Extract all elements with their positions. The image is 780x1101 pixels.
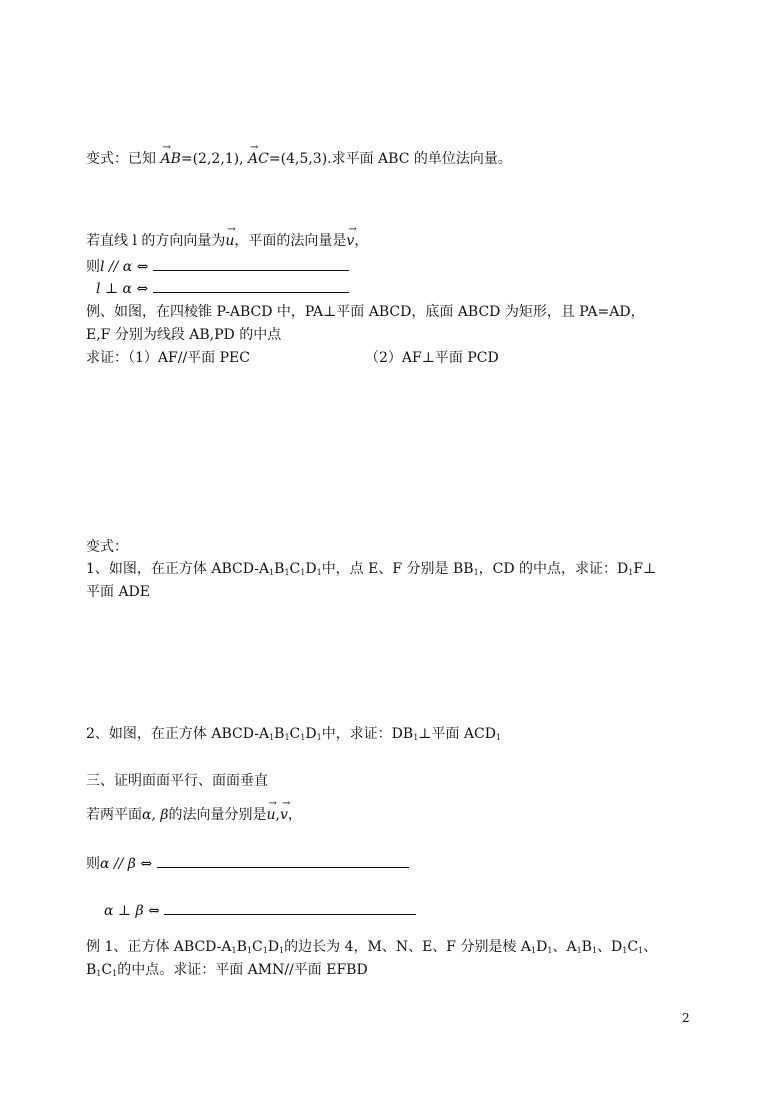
- vector-u: → u: [266, 806, 275, 824]
- q1-text-c: C: [289, 561, 301, 577]
- subscript: 1: [284, 568, 290, 577]
- variant-question: [86, 150, 512, 168]
- alpha-beta: α, β: [142, 807, 169, 823]
- intro-b: ，平面的法向量是: [234, 233, 347, 249]
- example1-line-2: [86, 961, 368, 983]
- vector-v: → v: [346, 232, 354, 250]
- ex1-l2c: 的中点。求证：平面 AMN//平面 EFBD: [117, 962, 368, 978]
- q2-text-a: 2、如图，在正方体 ABCD-A: [86, 726, 270, 742]
- ex1-b: B: [236, 939, 247, 955]
- par-prefix: 则: [86, 259, 100, 275]
- ex1-l2a: B: [86, 962, 97, 978]
- vector-v: → v: [280, 806, 288, 824]
- section3-intro: [86, 806, 302, 824]
- subscript: 1: [473, 568, 479, 577]
- example-proof-2: （2）AF⊥平面 PCD: [365, 350, 499, 366]
- vector-ac: → AC: [248, 150, 269, 168]
- perp-expr: l ⊥ α ⇔: [96, 281, 149, 297]
- vector-ac-value: =(4,5,3).求平面 ABC 的单位法向量。: [268, 151, 512, 167]
- answer-blank[interactable]: [153, 258, 349, 271]
- intro-a: 若直线 l 的方向向量为: [86, 233, 226, 249]
- subscript: 1: [413, 733, 419, 742]
- variant2-question-1-line2: 平面 ADE: [86, 584, 151, 600]
- subscript: 1: [622, 946, 628, 955]
- vector-u: → u: [225, 232, 234, 250]
- example-proof-1: 求证：（1）AF//平面 PEC: [86, 350, 250, 366]
- q2-text-c: C: [289, 726, 301, 742]
- subscript: 1: [269, 568, 275, 577]
- subscript: 1: [576, 946, 582, 955]
- subscript: 1: [262, 946, 268, 955]
- subscript: 1: [300, 733, 306, 742]
- ex1-d: D: [267, 939, 280, 955]
- variant2-question-2: [86, 725, 501, 747]
- par-prefix: 则: [86, 856, 100, 872]
- par-expr: l // α ⇔: [100, 259, 149, 275]
- perp-expr: α ⊥ β ⇔: [104, 903, 160, 919]
- q1-text-f: ，CD 的中点，求证：D: [478, 561, 629, 577]
- q1-text-d: D: [305, 561, 317, 577]
- ex1-f: D: [536, 939, 548, 955]
- ex1-j: C: [627, 939, 639, 955]
- variant2-title: 变式：: [86, 539, 128, 555]
- subscript: 1: [96, 969, 102, 978]
- s3-intro-a: 若两平面: [86, 807, 142, 823]
- ex1-l2b: C: [101, 962, 113, 978]
- ex1-c: C: [252, 939, 263, 955]
- ex1-h: B: [581, 939, 592, 955]
- subscript: 1: [547, 946, 553, 955]
- q2-text-f: ⊥平面 ACD: [418, 726, 496, 742]
- section3-title: 三、证明面面平行、面面垂直: [86, 773, 268, 789]
- variant-prefix: 变式：已知: [86, 151, 156, 167]
- q2-text-e: 中，求证：DB: [321, 726, 414, 742]
- subscript: 1: [495, 733, 502, 742]
- example-line-1: 例、如图，在四棱锥 P-ABCD 中，PA⊥平面 ABCD，底面 ABCD 为矩形，且 PA=AD，: [86, 304, 645, 320]
- variant2-question-1: [86, 560, 656, 582]
- line-perp-condition: [96, 280, 349, 298]
- line-parallel-condition: [86, 258, 349, 276]
- subscript: 1: [531, 946, 537, 955]
- par-expr: α // β ⇔: [100, 856, 153, 872]
- q1-text-g: F⊥: [633, 561, 657, 577]
- example1-line-1: [86, 938, 657, 960]
- subscript: 1: [591, 946, 598, 955]
- subscript: 1: [112, 969, 118, 978]
- s3-intro-c: ，: [287, 807, 302, 823]
- ex1-g: 、A: [552, 939, 577, 955]
- q1-text-a: 1、如图，在正方体 ABCD-A: [86, 561, 270, 577]
- page-number: 2: [682, 1011, 690, 1025]
- vector-ab: → AB: [160, 150, 180, 168]
- subscript: 1: [628, 568, 634, 577]
- answer-blank[interactable]: [153, 280, 349, 293]
- subscript: 1: [316, 568, 322, 577]
- ex1-k: 、: [643, 939, 658, 955]
- subscript: 1: [231, 946, 237, 955]
- s3-intro-b: 的法向量分别是: [168, 807, 267, 823]
- q1-text-e: 中，点 E、F 分别是 BB: [321, 561, 474, 577]
- subscript: 1: [316, 733, 322, 742]
- plane-perp-condition: [104, 902, 416, 920]
- ex1-a: 例 1、正方体 ABCD-A: [86, 939, 232, 955]
- subscript: 1: [638, 946, 644, 955]
- q1-text-b: B: [274, 561, 285, 577]
- subscript: 1: [246, 946, 252, 955]
- q2-text-b: B: [274, 726, 285, 742]
- ex1-i: 、D: [597, 939, 623, 955]
- comma: ,: [275, 807, 280, 823]
- intro-c: ，: [354, 233, 369, 249]
- ex1-e: 的边长为 4，M、N、E、F 分别是棱 A: [284, 939, 532, 955]
- example-line-2: E,F 分别为线段 AB,PD 的中点: [86, 327, 282, 343]
- vector-ab-value: =(2,2,1),: [180, 151, 244, 167]
- answer-blank[interactable]: [157, 855, 409, 868]
- subscript: 1: [269, 733, 275, 742]
- q2-text-d: D: [305, 726, 317, 742]
- subscript: 1: [284, 733, 290, 742]
- plane-parallel-condition: [86, 855, 409, 873]
- answer-blank[interactable]: [164, 902, 416, 915]
- line-plane-intro: [86, 232, 368, 250]
- subscript: 1: [300, 568, 306, 577]
- subscript: 1: [279, 946, 285, 955]
